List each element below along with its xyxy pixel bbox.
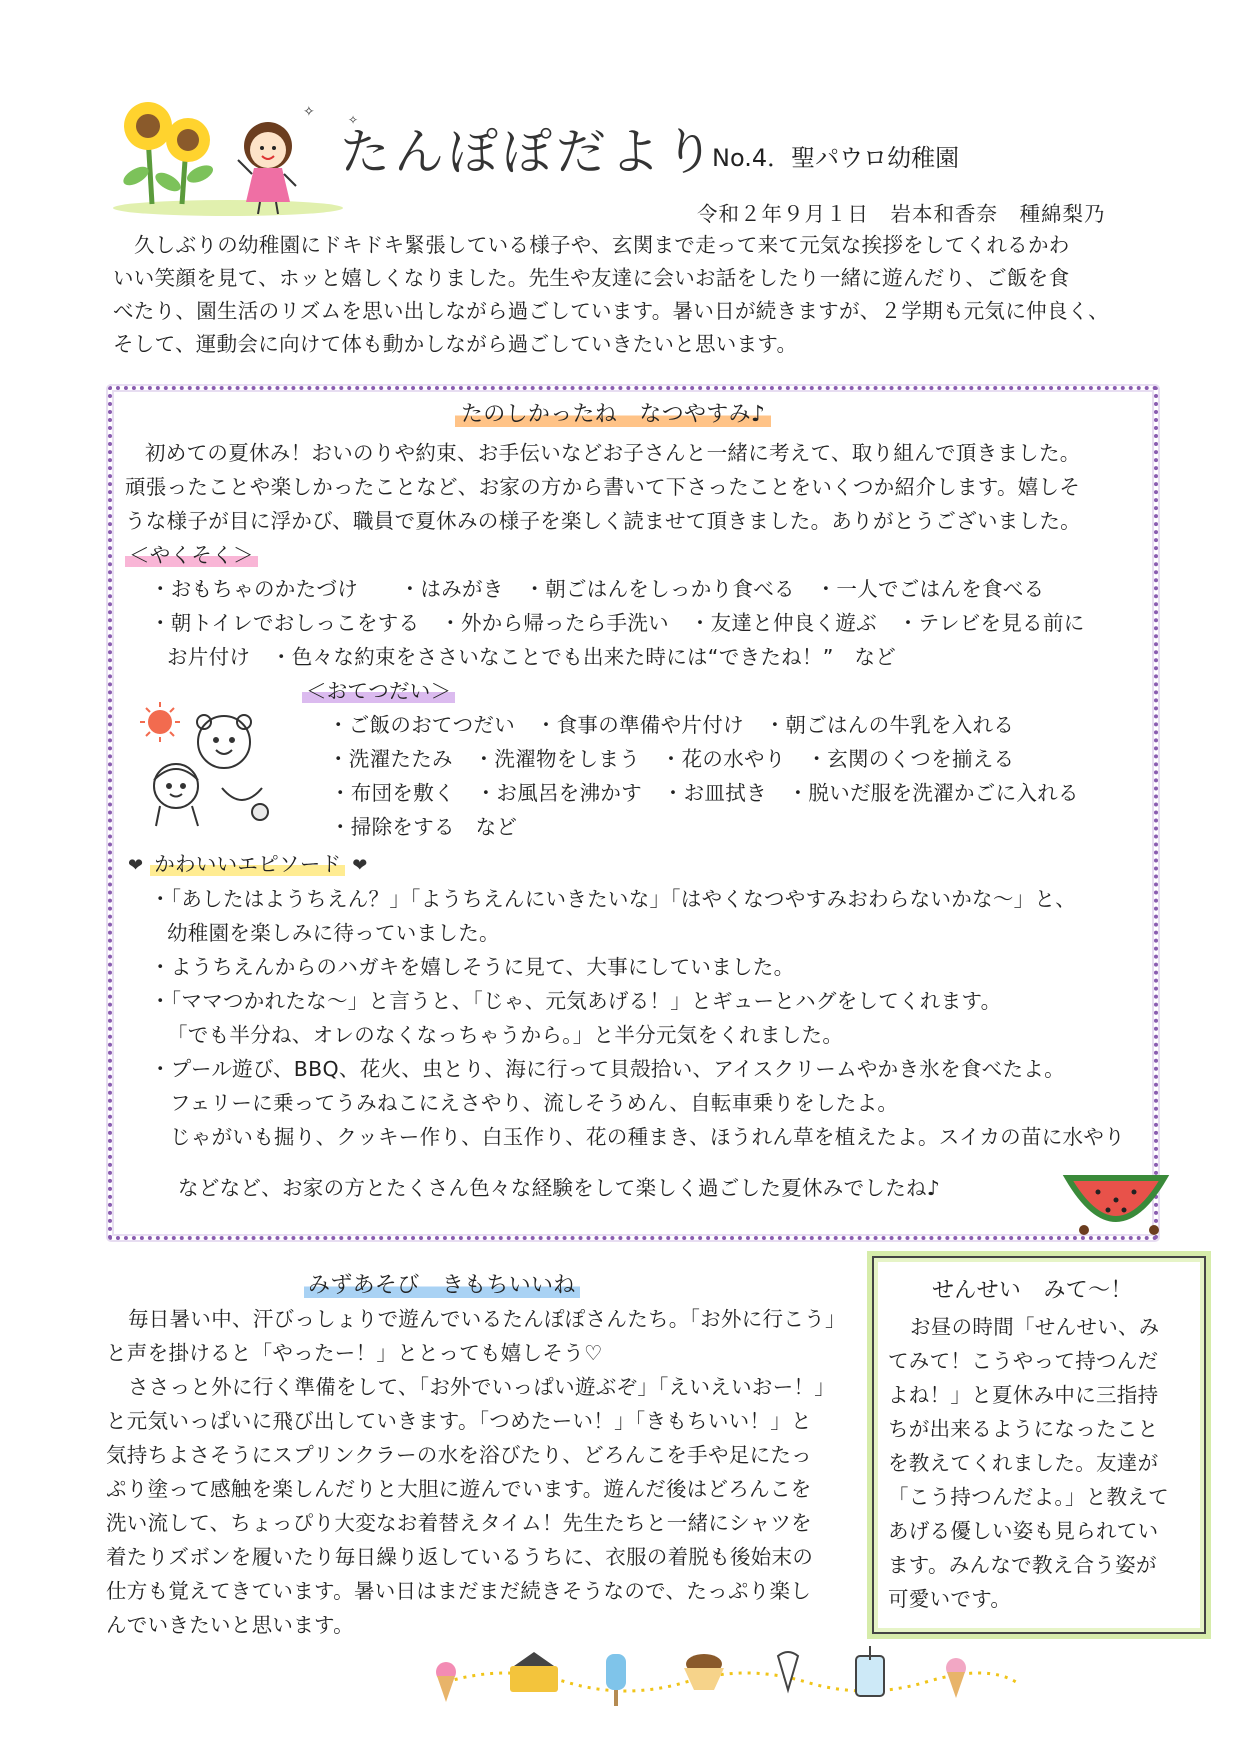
episode-line: 幼稚園を楽しみに待っていました。 xyxy=(167,921,500,945)
episode-line: 「でも半分ね、オレのなくなっちゃうから。」と半分元気をくれました。 xyxy=(167,1023,844,1047)
svg-text:✧: ✧ xyxy=(303,104,315,120)
sensei-body-line: あげる優しい姿も見られてい xyxy=(888,1519,1159,1543)
sensei-body-line: てみて！こうやって持つんだ xyxy=(888,1349,1159,1373)
intro-line: いい笑顔を見て、ホッと嬉しくなりました。先生や友達に会いお話をしたり一緒に遊んだり、ご飯を食 xyxy=(113,266,1070,290)
children-sun-illustration xyxy=(132,700,292,830)
water-body-line: 洗い流して、ちょっぴり大変なお着替えタイム！先生たちと一緒にシャツを xyxy=(106,1511,812,1535)
water-heading: みずあそび きもちいいね xyxy=(304,1271,580,1301)
sensei-body-line: ます。みんなで教え合う姿が xyxy=(888,1553,1157,1577)
sensei-body-line: お昼の時間「せんせい、み xyxy=(910,1315,1160,1339)
heart-icon: ❤ xyxy=(128,855,144,876)
date-authors: 令和２年９月１日 岩本和香奈 種綿梨乃 xyxy=(697,202,1106,226)
sensei-body-line: 可愛いです。 xyxy=(888,1587,1012,1611)
sensei-body-line: 「こう持つんだよ。」と教えて xyxy=(888,1485,1169,1509)
sensei-body-line: を教えてくれました。友達が xyxy=(888,1451,1159,1475)
summer-heading: たのしかったね なつやすみ♪ xyxy=(455,400,771,430)
svg-text:✧: ✧ xyxy=(348,113,359,127)
summer-treats-border xyxy=(426,1646,1026,1716)
water-body-line: 気持ちよさそうにスプリンクラーの水を浴びたり、どろんこを手や足にたっ xyxy=(106,1443,812,1467)
chore-line: ・ご飯のおてつだい ・食事の準備や片付け ・朝ごはんの牛乳を入れる xyxy=(328,713,1015,737)
sunflower-girl-illustration xyxy=(108,96,378,216)
intro-line: そして、運動会に向けて体も動かしながら過ごしていきたいと思います。 xyxy=(113,332,798,356)
water-body-line: 仕方も覚えてきています。暑い日はまだまだ続きそうなので、たっぷり楽し xyxy=(106,1579,812,1603)
summer-body-line: 頑張ったことや楽しかったことなど、お家の方から書いて下さったことをいくつか紹介します。嬉しそ xyxy=(125,475,1081,499)
summer-body-line: 初めての夏休み！おいのりや約束、お手伝いなどお子さんと一緒に考えて、取り組んで頂きました。 xyxy=(145,441,1081,465)
sensei-body-line: よね！」と夏休み中に三指持 xyxy=(888,1383,1159,1407)
promise-line: お片付け ・色々な約束をささいなことでも出来た時には“できたね！” など xyxy=(167,645,897,669)
heart-icon: ❤ xyxy=(352,855,368,876)
episode-heading: ❤ かわいいエピソード ❤ xyxy=(128,852,368,876)
water-body-line: 毎日暑い中、汗びっしょりで遊んでいるたんぽぽさんたち。「お外に行こう」 xyxy=(128,1307,846,1331)
chore-line: ・掃除をする など xyxy=(330,815,518,839)
promise-line: ・おもちゃのかたづけ ・はみがき ・朝ごはんをしっかり食べる ・一人でごはんを食べる xyxy=(150,577,1045,601)
summer-body-line: うな様子が目に浮かび、職員で夏休みの様子を楽しく読ませて頂きました。ありがとうございました。 xyxy=(125,509,1081,533)
episode-line: フェリーに乗ってうみねこにえさやり、流しそうめん、自転車乗りをしたよ。 xyxy=(170,1091,899,1115)
water-body-line: ささっと外に行く準備をして、「お外でいっぱい遊ぶぞ」「えいえいおー！」 xyxy=(128,1375,836,1399)
sensei-heading: せんせい みて～！ xyxy=(932,1278,1133,1303)
episode-line: ・プール遊び、BBQ、花火、虫とり、海に行って貝殻拾い、アイスクリームやかき氷を食べたよ。 xyxy=(150,1057,1065,1081)
promise-heading: ＜やくそく＞ xyxy=(125,540,258,570)
chores-heading: ＜おてつだい＞ xyxy=(302,676,455,706)
watermelon-illustration xyxy=(1062,1170,1170,1240)
water-body-line: と声を掛けると「やったー！」ととっても嬉しそう♡ xyxy=(106,1341,603,1365)
chore-line: ・布団を敷く ・お風呂を沸かす ・お皿拭き ・脱いだ服を洗濯かごに入れる xyxy=(330,781,1079,805)
issue-label: No.4．聖パウロ幼稚園 xyxy=(712,144,960,172)
episode-line: ・「ママつかれたな～」と言うと、「じゃ、元気あげる！」とギューとハグをしてくれます。 xyxy=(150,989,1002,1013)
intro-line: 久しぶりの幼稚園にドキドキ緊張している様子や、玄関まで走って来て元気な挨拶をしてくれるかわ xyxy=(134,233,1070,257)
water-body-line: ぷり塗って感触を楽しんだりと大胆に遊んでいます。遊んだ後はどろんこを xyxy=(106,1477,812,1501)
chore-line: ・洗濯たたみ ・洗濯物をしまう ・花の水やり ・玄関のくつを揃える xyxy=(328,747,1015,771)
water-body-line: と元気いっぱいに飛び出していきます。「つめたーい！」「きもちいい！」と xyxy=(106,1409,812,1433)
sensei-body-line: ちが出来るようになったこと xyxy=(888,1417,1159,1441)
summer-closing: などなど、お家の方とたくさん色々な経験をして楽しく過ごした夏休みでしたね♪ xyxy=(178,1176,941,1200)
intro-line: べたり、園生活のリズムを思い出しながら過ごしています。暑い日が続きますが、２学期も元気に仲良く、 xyxy=(113,299,1109,323)
water-body-line: 着たりズボンを履いたり毎日繰り返しているうちに、衣服の着脱も後始末の xyxy=(106,1545,814,1569)
water-body-line: んでいきたいと思います。 xyxy=(106,1613,354,1637)
episode-line: じゃがいも掘り、クッキー作り、白玉作り、花の種まき、ほうれん草を植えたよ。スイカの苗に水やり xyxy=(170,1125,1125,1149)
episode-line: ・「あしたはようちえん？」「ようちえんにいきたいな」「はやくなつやすみおわらないかな～」と、 xyxy=(150,887,1077,911)
promise-line: ・朝トイレでおしっこをする ・外から帰ったら手洗い ・友達と仲良く遊ぶ ・テレビを見る前に xyxy=(150,611,1085,635)
episode-line: ・ようちえんからのハガキを嬉しそうに見て、大事にしていました。 xyxy=(150,955,795,979)
newsletter-title: たんぽぽだより xyxy=(340,123,718,181)
